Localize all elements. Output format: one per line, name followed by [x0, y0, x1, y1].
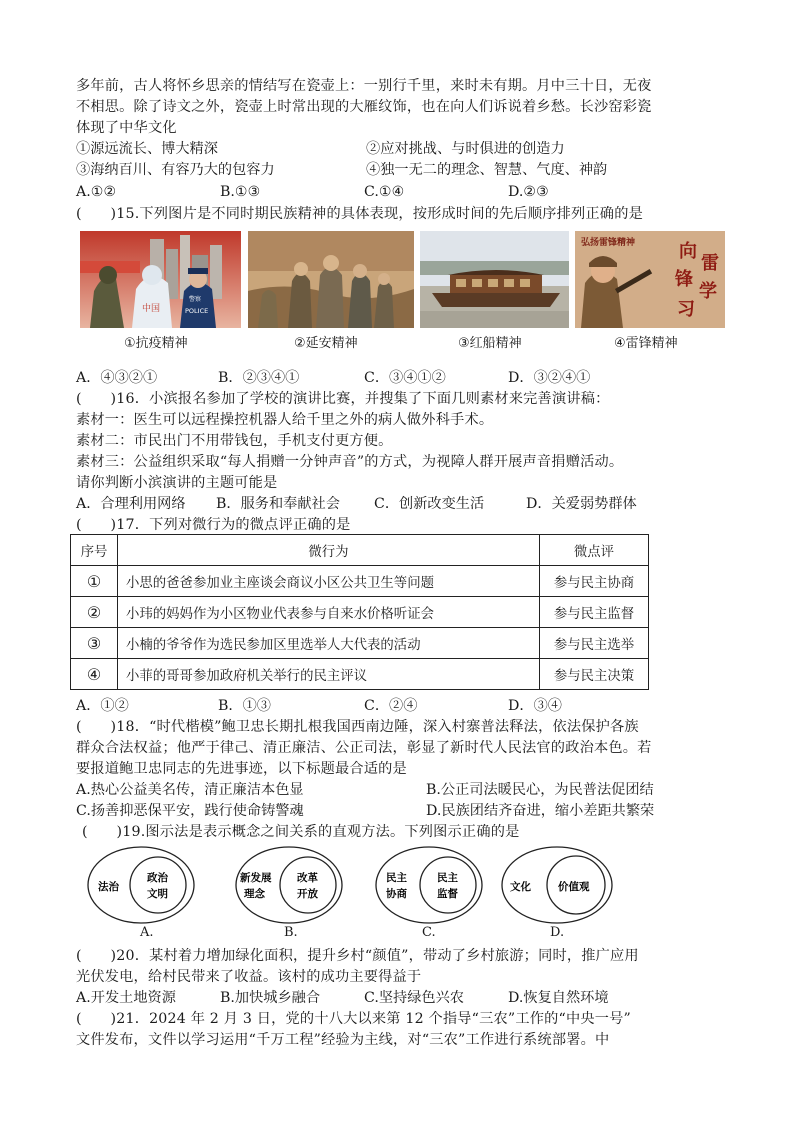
table-header-row: [71, 535, 649, 566]
diagram-d-inner: 价值观: [558, 881, 590, 893]
row-comment: 参与民主协商: [540, 566, 649, 597]
q21-line-1: ( )21．2024 年 2 月 3 日，党的十八大以来第 12 个指导“三农”工作的“中央一号”: [76, 1011, 631, 1027]
q16-stem: ( )16．小滨报名参加了学校的演讲比赛，并搜集了下面几则素材来完善演讲稿：: [76, 391, 610, 407]
q16-option-c: C．创新改变生活: [374, 496, 485, 512]
diagram-a: [86, 845, 196, 929]
intro-line-2: 不相思。除了诗文之外，瓷壶上时常出现的大雁纹饰，也在向人们诉说着乡愁。长沙窑彩瓷: [76, 99, 652, 115]
diagram-b-inner-1: 改革: [297, 872, 318, 884]
q17-option-c: C．②④: [364, 698, 418, 714]
q16-option-d: D．关爱弱势群体: [526, 496, 637, 512]
row-behavior: 小思的爸爸参加业主座谈会商议小区公共卫生等问题: [118, 566, 540, 597]
q16-material-3: 素材三：公益组织采取“每人捐赠一分钟声音”的方式，为视障人群开展声音捐赠活动。: [76, 454, 624, 470]
photo-lei-feng: [575, 231, 725, 328]
q18-line-3: 要报道鲍卫忠同志的先进事迹，以下标题最合适的是: [76, 761, 407, 777]
diagram-c-label: C.: [422, 925, 436, 940]
q20-option-d: D.恢复自然环境: [508, 990, 609, 1006]
diagram-a-inner-2: 文明: [147, 888, 168, 900]
caption-3: ③红船精神: [458, 336, 522, 351]
q18-line-2: 群众合法权益；他严于律己、清正廉洁、公正司法，彰显了新时代人民法官的政治本色。若: [76, 740, 652, 756]
diagram-b-outer-2: 理念: [244, 888, 265, 900]
row-comment: 参与民主监督: [540, 597, 649, 628]
poster-title: 弘扬雷锋精神: [581, 238, 636, 248]
q15-stem: ( )15.下列图片是不同时期民族精神的具体表现，按形成时间的先后顺序排列正确的是: [76, 206, 643, 222]
diagram-a-label: A.: [140, 925, 154, 940]
row-behavior: 小菲的哥哥参加政府机关举行的民主评议: [118, 659, 540, 690]
q15-option-c: C．③④①②: [364, 370, 446, 386]
row-behavior: 小楠的爷爷作为选民参加区里选举人大代表的活动: [118, 628, 540, 659]
header-comment: 微点评: [540, 535, 649, 566]
row-comment: 参与民主决策: [540, 659, 649, 690]
intro-option-d: D.②③: [508, 184, 549, 200]
diagram-b-label: B.: [284, 925, 298, 940]
row-behavior: 小玮的妈妈作为小区物业代表参与自来水价格听证会: [118, 597, 540, 628]
diagram-d: [500, 845, 615, 929]
q16-material-1: 素材一：医生可以远程操控机器人给千里之外的病人做外科手术。: [76, 412, 494, 428]
q18-option-a: A.热心公益美名传，清正廉洁本色显: [76, 782, 304, 798]
row-index: ①: [71, 566, 118, 597]
header-behavior: 微行为: [118, 535, 540, 566]
intro-option-a: A.①②: [76, 184, 117, 200]
q20-line-1: ( )20．某村着力增加绿化面积，提升乡村“颜值”，带动了乡村旅游；同时，推广应用: [76, 948, 639, 964]
q17-option-a: A．①②: [76, 698, 129, 714]
q20-option-a: A.开发土地资源: [76, 990, 176, 1006]
intro-line-3: 体现了中华文化: [76, 120, 177, 136]
q18-line-1: ( )18．“时代楷模”鲍卫忠长期扎根我国西南边陲，深入村寨普法释法，依法保护各族: [76, 719, 639, 735]
q18-option-c: C.扬善抑恶保平安，践行使命铸警魂: [76, 803, 304, 819]
diagram-b: [234, 845, 344, 929]
table-row: [71, 566, 649, 597]
q18-option-b: B.公正司法暖民心，为民普法促团结: [426, 782, 654, 798]
intro-statement-4: ④独一无二的理念、智慧、气度、神韵: [366, 162, 608, 178]
photo-red-boat: [420, 231, 569, 328]
intro-statement-1: ①源远流长、博大精深: [76, 141, 218, 157]
q20-option-b: B.加快城乡融合: [220, 990, 321, 1006]
q20-line-2: 光伏发电，给村民带来了收益。该村的成功主要得益于: [76, 969, 422, 985]
diagram-c-outer-2: 协商: [386, 888, 407, 900]
q16-option-a: A．合理利用网络: [76, 496, 186, 512]
row-index: ④: [71, 659, 118, 690]
photo-yanan: [248, 231, 414, 328]
svg-text:锋: 锋: [675, 269, 693, 290]
diagram-d-outer: 文化: [510, 881, 531, 893]
photo-anti-epidemic: [80, 231, 241, 328]
q19-stem: ( )19.图示法是表示概念之间关系的直观方法。下列图示正确的是: [82, 824, 520, 840]
diagram-b-outer-1: 新发展: [240, 872, 272, 884]
q15-option-a: A．④③②①: [76, 370, 158, 386]
diagram-c-inner-1: 民主: [437, 872, 458, 884]
q17-option-d: D．③④: [508, 698, 562, 714]
police-badge-text: 警察: [189, 296, 202, 303]
police-text: POLICE: [185, 307, 209, 315]
row-index: ③: [71, 628, 118, 659]
q15-option-d: D．③②④①: [508, 370, 591, 386]
q17-table: [70, 534, 649, 690]
q16-material-2: 素材二：市民出门不用带钱包，手机支付更方便。: [76, 433, 393, 449]
caption-2: ②延安精神: [294, 336, 358, 351]
diagram-b-inner-2: 开放: [297, 888, 318, 900]
diagram-a-inner-1: 政治: [147, 872, 168, 884]
svg-text:雷: 雷: [701, 253, 719, 274]
q18-option-d: D.民族团结齐奋进，缩小差距共繁荣: [426, 803, 655, 819]
q21-line-2: 文件发布，文件以学习运用“千万工程”经验为主线，对“三农”工作进行系统部署。中: [76, 1032, 610, 1048]
china-text: 中国: [142, 304, 161, 314]
svg-text:习: 习: [677, 299, 695, 320]
svg-text:学: 学: [699, 281, 717, 302]
intro-statement-3: ③海纳百川、有容乃大的包容力: [76, 162, 275, 178]
intro-option-b: B.①③: [220, 184, 261, 200]
intro-statement-2: ②应对挑战、与时俱进的创造力: [366, 141, 565, 157]
svg-text:向: 向: [679, 241, 697, 262]
caption-1: ①抗疫精神: [124, 336, 188, 351]
diagram-c-outer-1: 民主: [386, 872, 407, 884]
diagram-c-inner-2: 监督: [437, 888, 458, 900]
q17-stem: ( )17．下列对微行为的微点评正确的是: [76, 517, 351, 533]
caption-4: ④雷锋精神: [614, 336, 678, 351]
table-row: [71, 628, 649, 659]
row-index: ②: [71, 597, 118, 628]
q17-option-b: B．①③: [218, 698, 271, 714]
header-index: 序号: [71, 535, 118, 566]
table-row: [71, 597, 649, 628]
q15-option-b: B．②③④①: [218, 370, 300, 386]
diagram-c: [374, 845, 484, 929]
intro-option-c: C.①④: [364, 184, 405, 200]
diagram-a-outer: 法治: [98, 881, 119, 893]
table-row: [71, 659, 649, 690]
diagram-d-label: D.: [550, 925, 565, 940]
q20-option-c: C.坚持绿色兴农: [364, 990, 464, 1006]
intro-line-1: 多年前，古人将怀乡思亲的情结写在瓷壶上：一别行千里，来时未有期。月中三十日，无夜: [76, 78, 652, 94]
q16-option-b: B．服务和奉献社会: [216, 496, 340, 512]
row-comment: 参与民主选举: [540, 628, 649, 659]
q16-ask: 请你判断小滨演讲的主题可能是: [76, 475, 278, 491]
